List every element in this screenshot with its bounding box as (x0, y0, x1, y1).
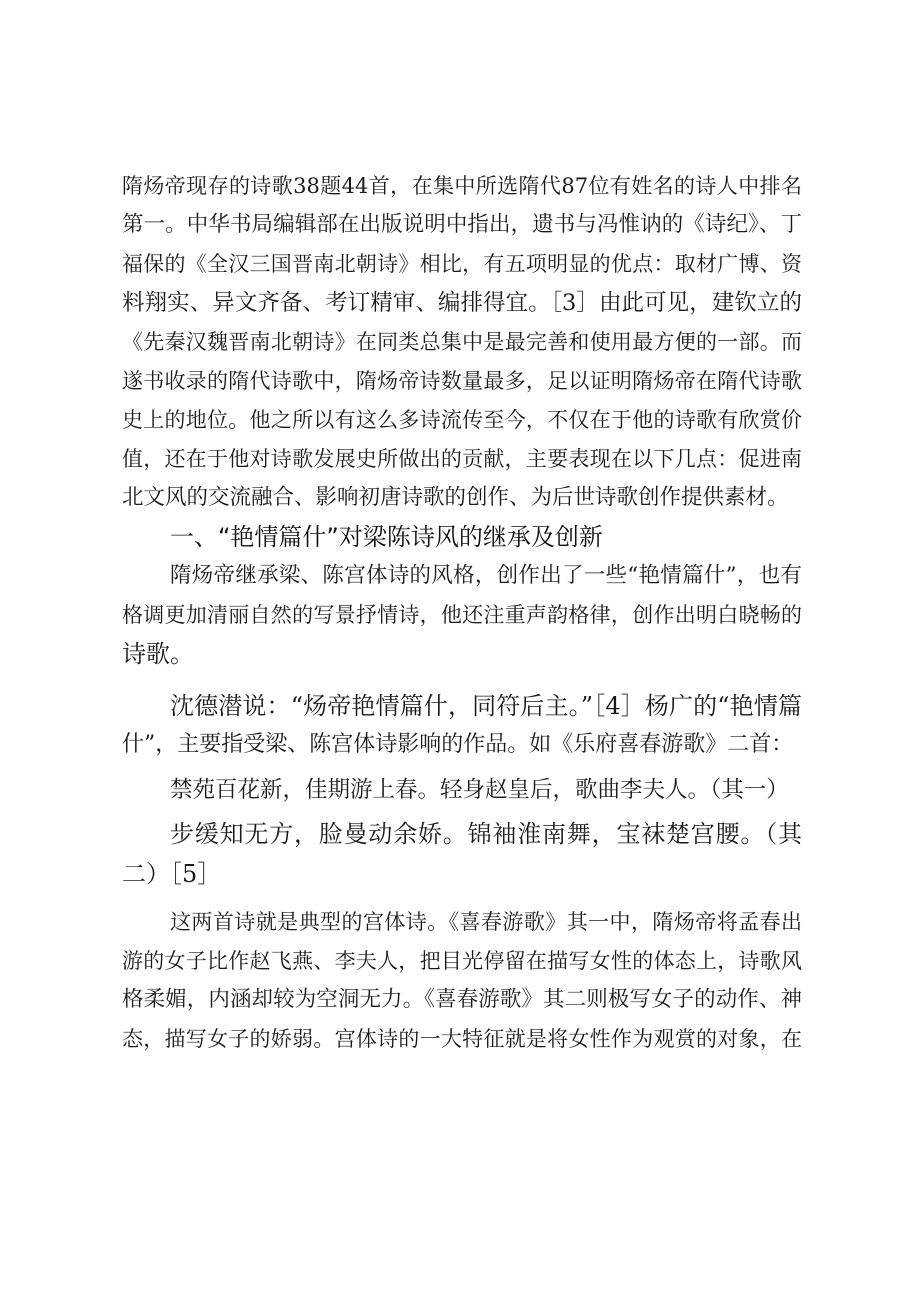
text-line: 什”，主要指受梁、陈宫体诗影响的作品。如《乐府喜春游歌》二首： (122, 732, 794, 757)
text-line: 诗歌。 (122, 640, 194, 668)
text-line: 《先秦汉魏晋南北朝诗》在同类总集中是最完善和使用最方便的一部。而 (122, 330, 802, 354)
poem-line: 二）［5］ (122, 860, 222, 888)
text-line: 隋炀帝继承梁、陈宫体诗的风格，创作出了一些“艳情篇什”，也有 (170, 563, 802, 588)
text-line: 遂书收录的隋代诗歌中，隋炀帝诗数量最多，足以证明隋炀帝在隋代诗歌 (122, 369, 802, 393)
text-line: 隋炀帝现存的诗歌38题44首，在集中所选隋代87位有姓名的诗人中排名 (122, 174, 802, 198)
text-line: 北文风的交流融合、影响初唐诗歌的创作、为后世诗歌创作提供素材。 (122, 485, 789, 510)
text-line: 值，还在于他对诗歌发展史所做出的贡献，主要表现在以下几点：促进南 (122, 447, 802, 471)
text-line: 福保的《全汉三国晋南北朝诗》相比，有五项明显的优点：取材广博、资 (122, 252, 802, 276)
poem-line: 步缓知无方，脸曼动余娇。锦袖淮南舞，宝袜楚宫腰。（其 (170, 820, 802, 848)
text-line: 第一。中华书局编辑部在出版说明中指出，遗书与冯惟讷的《诗纪》、丁 (122, 212, 802, 237)
poem-line: 禁苑百花新，佳期游上春。轻身赵皇后，歌曲李夫人。（其一） (170, 777, 789, 803)
text-line: 沈德潜说：“炀帝艳情篇什，同符后主。”［4］杨广的“艳情篇 (170, 692, 802, 720)
text-line: 这两首诗就是典型的宫体诗。《喜春游歌》其一中，隋炀帝将孟春出 (170, 910, 802, 934)
text-line: 料翔实、异文齐备、考订精审、编排得宜。［3］由此可见，建钦立的 (122, 290, 802, 316)
text-line: 态，描写女子的娇弱。宫体诗的一大特征就是将女性作为观赏的对象，在 (122, 1027, 802, 1051)
text-line: 游的女子比作赵飞燕、李夫人，把目光停留在描写女性的体态上，诗歌风 (122, 949, 802, 973)
section-heading: 一、“艳情篇什”对梁陈诗风的继承及创新 (170, 523, 603, 551)
text-line: 格调更加清丽自然的写景抒情诗，他还注重声韵格律，创作出明白晓畅的 (122, 603, 802, 627)
text-line: 格柔媚，内涵却较为空洞无力。《喜春游歌》其二则极写女子的动作、神 (122, 987, 802, 1012)
text-line: 史上的地位。他之所以有这么多诗流传至今，不仅在于他的诗歌有欣赏价 (122, 408, 802, 432)
